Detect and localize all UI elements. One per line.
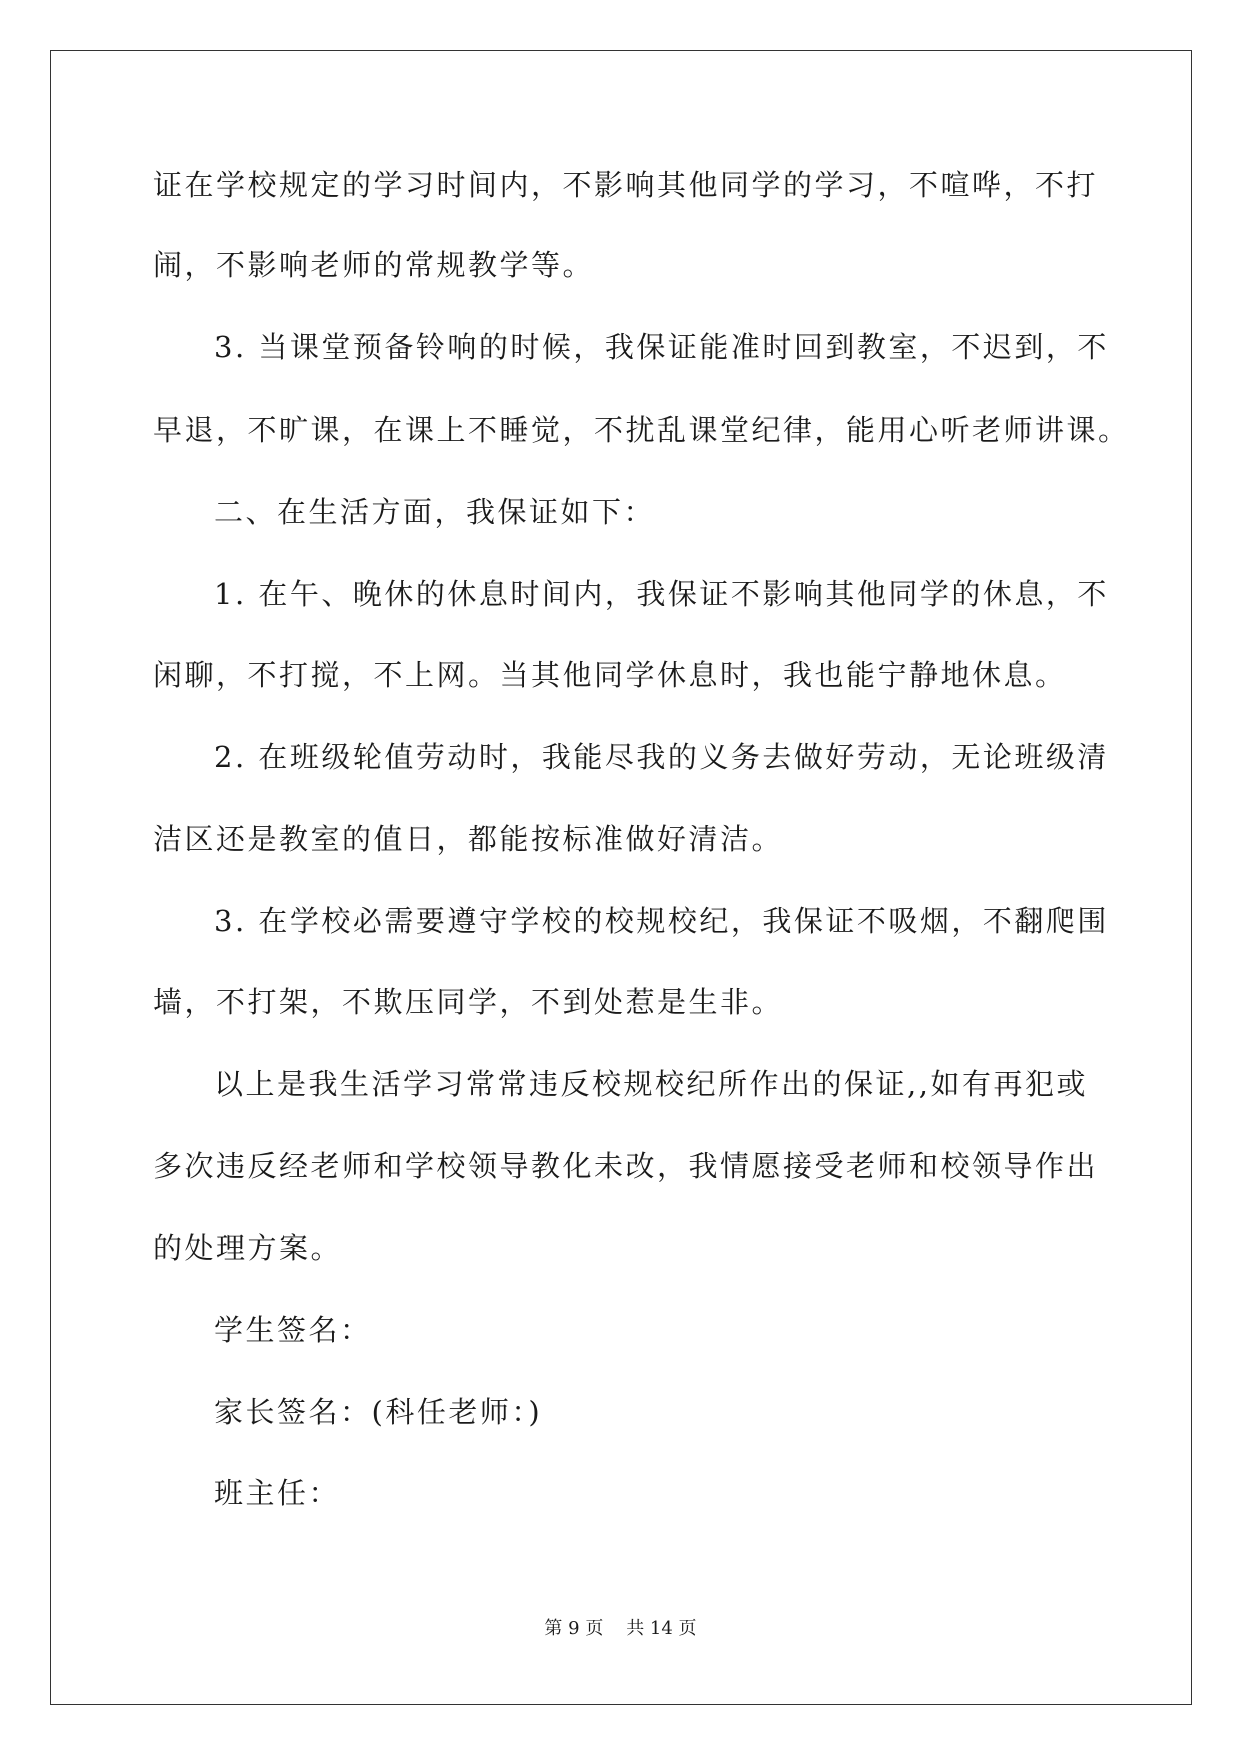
student-signature-label: 学生签名： (214, 1313, 372, 1347)
text-line: 多次违反经老师和学校领导教化未改，我情愿接受老师和校领导作出 (153, 1149, 1099, 1183)
text-line: 的处理方案。 (153, 1231, 343, 1265)
page-number: 第 9 页 共 14 页 (544, 1618, 697, 1639)
text-line: 2. 在班级轮值劳动时，我能尽我的义务去做好劳动，无论班级清 (214, 740, 1109, 774)
section-heading: 二、在生活方面，我保证如下： (214, 495, 656, 529)
text-line: 闹，不影响老师的常规教学等。 (153, 248, 595, 282)
page-border (50, 50, 1192, 1705)
text-line: 闲聊，不打搅，不上网。当其他同学休息时，我也能宁静地休息。 (153, 658, 1067, 692)
text-line: 早退，不旷课，在课上不睡觉，不扰乱课堂纪律，能用心听老师讲课。 (153, 413, 1130, 447)
text-line: 3. 在学校必需要遵守学校的校规校纪，我保证不吸烟，不翻爬围 (214, 904, 1109, 938)
parent-signature-label: 家长签名：(科任老师：) (214, 1395, 543, 1429)
page-footer (0, 1617, 1241, 1641)
text-line: 证在学校规定的学习时间内，不影响其他同学的学习，不喧哗，不打 (153, 168, 1099, 202)
text-line: 墙，不打架，不欺压同学，不到处惹是生非。 (153, 985, 784, 1019)
text-line: 以上是我生活学习常常违反校规校纪所作出的保证,,如有再犯或 (214, 1067, 1088, 1101)
text-line: 3. 当课堂预备铃响的时候，我保证能准时回到教室，不迟到，不 (214, 330, 1109, 364)
text-line: 1. 在午、晚休的休息时间内，我保证不影响其他同学的休息，不 (214, 577, 1109, 611)
head-teacher-label: 班主任： (214, 1476, 341, 1510)
text-line: 洁区还是教室的值日，都能按标准做好清洁。 (153, 822, 784, 856)
